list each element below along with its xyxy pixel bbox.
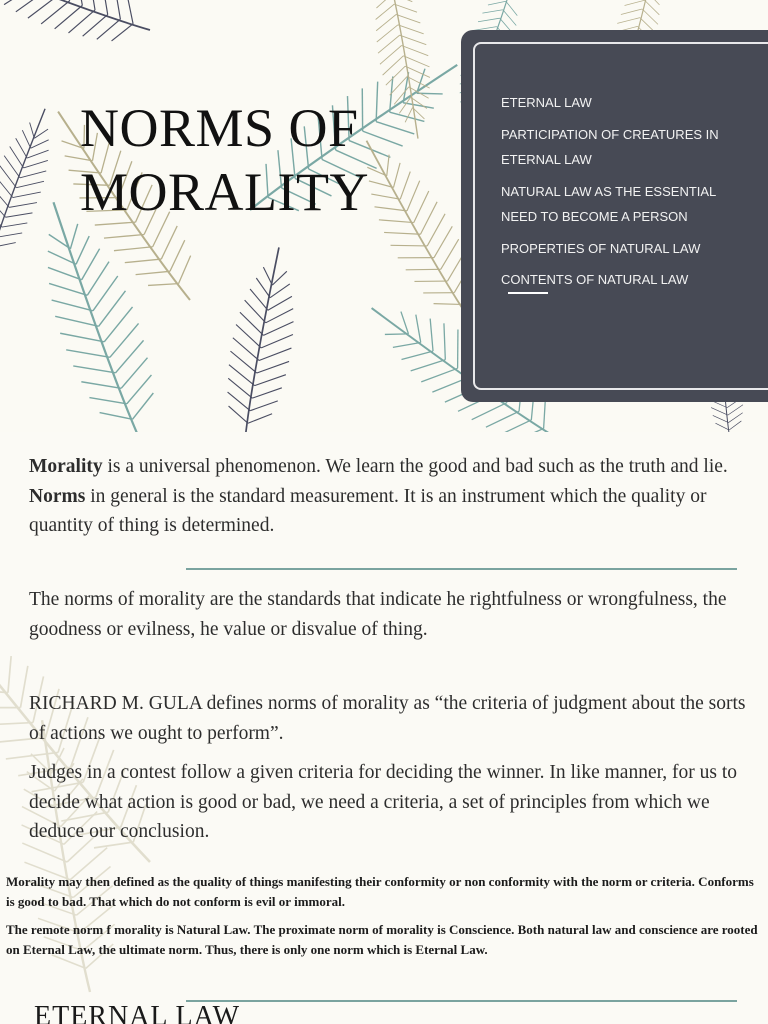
feather-navy-left-edge (0, 100, 68, 268)
divider-line-bottom (186, 1000, 737, 1002)
note-remote-proximate-norm: The remote norm f morality is Natural Law. The proximate norm of morality is Conscience. Both natural law and conscience are rooted on Eternal Law, the ultimate norm. Thus, there is only one norm which is Eternal Law. (6, 922, 758, 957)
p1-text-2: in general is the standard measurement. It is an instrument which the quality or quantity of thing is determined. (29, 485, 707, 536)
toc-item-contents-of-natural-law[interactable]: CONTENTS OF NATURAL LAW (501, 272, 689, 287)
paragraph-norms-definition: The norms of morality are the standards that indicate he rightfulness or wrongfulness, the goodness or evilness, he value or disvalue of thing. (29, 589, 727, 640)
feather-navy-top-left (0, 0, 161, 60)
content-slide (0, 432, 768, 1024)
toc-item-properties-of-natural-law[interactable]: PROPERTIES OF NATURAL LAW (501, 240, 701, 256)
title-slide (0, 0, 768, 432)
toc-item-participation-of-creatures[interactable]: PARTICIPATION OF CREATURES IN ETERNAL LAW (501, 126, 719, 167)
title-line-1: NORMS OF (80, 98, 359, 158)
term-norms: Norms (29, 485, 86, 507)
toc-item-eternal-law[interactable]: ETERNAL LAW (501, 95, 592, 110)
table-of-contents-list (501, 90, 741, 299)
paragraph-morality-intro (29, 452, 749, 541)
p1-text-1: is a universal phenomenon. We learn the good and bad such as the truth and lie. (102, 456, 728, 477)
toc-item-natural-law-essential-need[interactable]: NATURAL LAW AS THE ESSENTIAL NEED TO BECOME A PERSON (501, 183, 716, 224)
note-morality-quality: Morality may then defined as the quality of things manifesting their conformity or non conformity with the norm or criteria. Conforms is good to bad. That which do not conform is evil or immoral. (6, 874, 754, 909)
slide-title (80, 96, 369, 224)
next-section-title: ETERNAL LAW (34, 1001, 241, 1024)
divider-line (186, 568, 737, 570)
paragraph-gula-definition: RICHARD M. GULA defines norms of morality as “the criteria of judgment about the sorts of actions we ought to perform”. (29, 693, 746, 744)
toc-active-underline (508, 292, 548, 294)
term-morality: Morality (29, 456, 103, 477)
paragraph-judges-analogy: Judges in a contest follow a given criteria for deciding the winner. In like manner, for us to decide what action is good or bad, we need a criteria, a set of principles from which we deduce our conclusion. (29, 762, 738, 842)
title-line-2: MORALITY (80, 162, 369, 222)
feather-navy-bottom-center (216, 242, 309, 432)
